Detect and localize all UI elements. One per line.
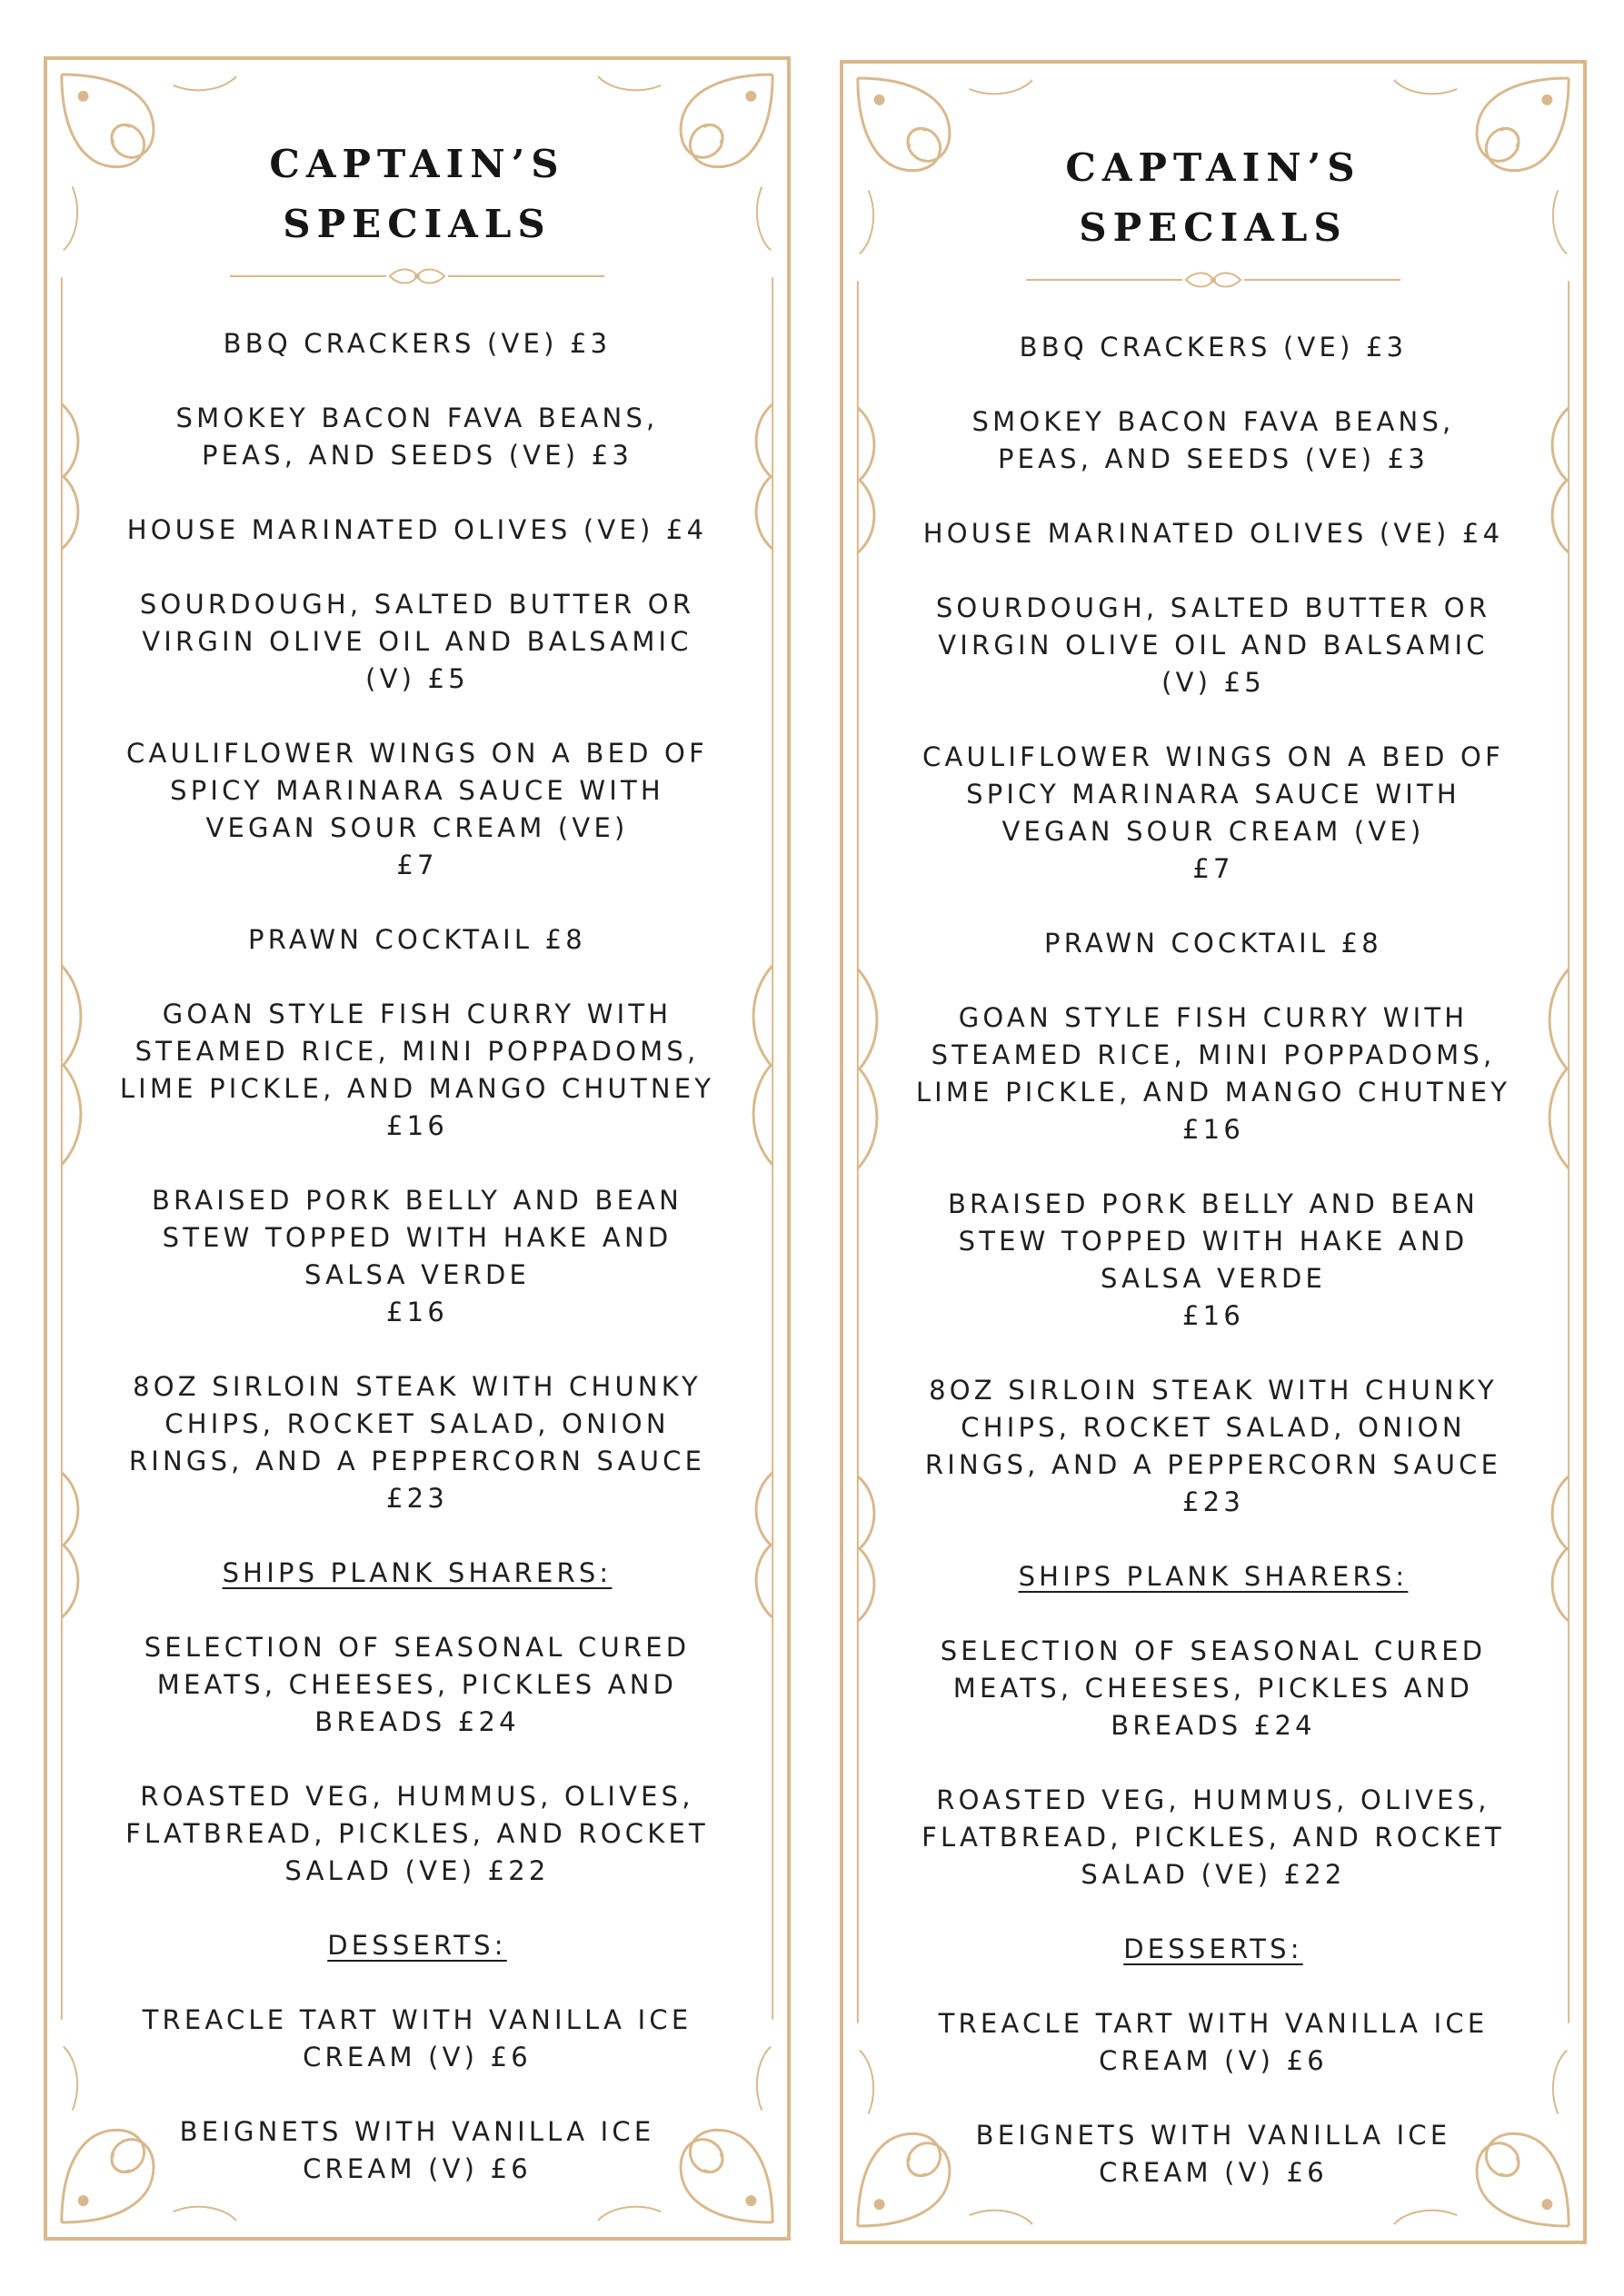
- menu-title-line1: CAPTAIN’S: [1065, 145, 1361, 190]
- menu-item: SELECTION OF SEASONAL CURED MEATS, CHEESES, PICKLES AND BREADS £24: [144, 1632, 691, 1737]
- menu-item: CAULIFLOWER WINGS ON A BED OF SPICY MARINARA SAUCE WITH VEGAN SOUR CREAM (VE) £7: [922, 741, 1504, 884]
- menu-item: SOURDOUGH, SALTED BUTTER OR VIRGIN OLIVE OIL AND BALSAMIC (V) £5: [935, 592, 1491, 698]
- side-scroll-right: [753, 404, 772, 1618]
- side-scroll-left: [62, 404, 81, 1618]
- title-divider-ornament: [1022, 267, 1404, 294]
- menu-card-left: [44, 56, 791, 2241]
- menu-content: [102, 60, 732, 2237]
- menu-item: SMOKEY BACON FAVA BEANS, PEAS, AND SEEDS (VE) £3: [175, 403, 659, 471]
- side-scroll-right: [1549, 408, 1569, 1622]
- menu-title-line2: SPECIALS: [1079, 205, 1348, 250]
- section-heading-sharers: SHIPS PLANK SHARERS:: [1018, 1561, 1409, 1592]
- menu-item: 8OZ SIRLOIN STEAK WITH CHUNKY CHIPS, ROCKET SALAD, ONION RINGS, AND A PEPPERCORN SAUCE £23: [924, 1375, 1502, 1517]
- menu-item: PRAWN COCKTAIL £8: [248, 924, 586, 955]
- menu-items: [898, 329, 1529, 2192]
- menu-title-line2: SPECIALS: [283, 202, 552, 246]
- menu-item: SELECTION OF SEASONAL CURED MEATS, CHEESES, PICKLES AND BREADS £24: [940, 1635, 1487, 1741]
- menu-item: TREACLE TART WITH VANILLA ICE CREAM (V) £6: [142, 2004, 692, 2072]
- menu-item: ROASTED VEG, HUMMUS, OLIVES, FLATBREAD, PICKLES, AND ROCKET SALAD (VE) £22: [125, 1781, 709, 1886]
- menu-item: BBQ CRACKERS (VE) £3: [1019, 332, 1408, 363]
- menu-item: BRAISED PORK BELLY AND BEAN STEW TOPPED WITH HAKE AND SALSA VERDE £16: [151, 1185, 683, 1327]
- menu-title: [102, 60, 732, 254]
- menu-item: HOUSE MARINATED OLIVES (VE) £4: [922, 518, 1504, 549]
- menu-item: GOAN STYLE FISH CURRY WITH STEAMED RICE, MINI POPPADOMS, LIME PICKLE, AND MANGO CHUTNEY £16: [915, 1002, 1511, 1145]
- menu-item: BEIGNETS WITH VANILLA ICE CREAM (V) £6: [975, 2120, 1451, 2188]
- menu-item: HOUSE MARINATED OLIVES (VE) £4: [126, 514, 708, 545]
- side-scroll-left: [858, 408, 877, 1622]
- menu-item: 8OZ SIRLOIN STEAK WITH CHUNKY CHIPS, ROCKET SALAD, ONION RINGS, AND A PEPPERCORN SAUCE £23: [128, 1371, 706, 1514]
- menu-item: BBQ CRACKERS (VE) £3: [223, 328, 612, 359]
- menu-items: [102, 325, 732, 2188]
- menu-title-line1: CAPTAIN’S: [269, 142, 565, 186]
- menu-item: SMOKEY BACON FAVA BEANS, PEAS, AND SEEDS (VE) £3: [971, 406, 1455, 474]
- menu-item: BEIGNETS WITH VANILLA ICE CREAM (V) £6: [179, 2116, 655, 2184]
- section-heading-desserts: DESSERTS:: [327, 1930, 507, 1961]
- menu-content: [898, 64, 1529, 2241]
- menu-title: [898, 64, 1529, 258]
- title-divider-ornament: [226, 263, 608, 291]
- menu-item: PRAWN COCKTAIL £8: [1044, 928, 1382, 959]
- menu-item: SOURDOUGH, SALTED BUTTER OR VIRGIN OLIVE OIL AND BALSAMIC (V) £5: [139, 589, 695, 694]
- menu-item: BRAISED PORK BELLY AND BEAN STEW TOPPED WITH HAKE AND SALSA VERDE £16: [947, 1188, 1480, 1331]
- menu-item: ROASTED VEG, HUMMUS, OLIVES, FLATBREAD, PICKLES, AND ROCKET SALAD (VE) £22: [922, 1784, 1505, 1890]
- section-heading-desserts: DESSERTS:: [1123, 1933, 1303, 1964]
- menu-card-right: [840, 60, 1587, 2244]
- menu-item: GOAN STYLE FISH CURRY WITH STEAMED RICE, MINI POPPADOMS, LIME PICKLE, AND MANGO CHUTNEY £16: [119, 999, 715, 1141]
- section-heading-sharers: SHIPS PLANK SHARERS:: [222, 1557, 613, 1588]
- menu-item: CAULIFLOWER WINGS ON A BED OF SPICY MARINARA SAUCE WITH VEGAN SOUR CREAM (VE) £7: [126, 738, 708, 880]
- menu-item: TREACLE TART WITH VANILLA ICE CREAM (V) £6: [938, 2008, 1489, 2076]
